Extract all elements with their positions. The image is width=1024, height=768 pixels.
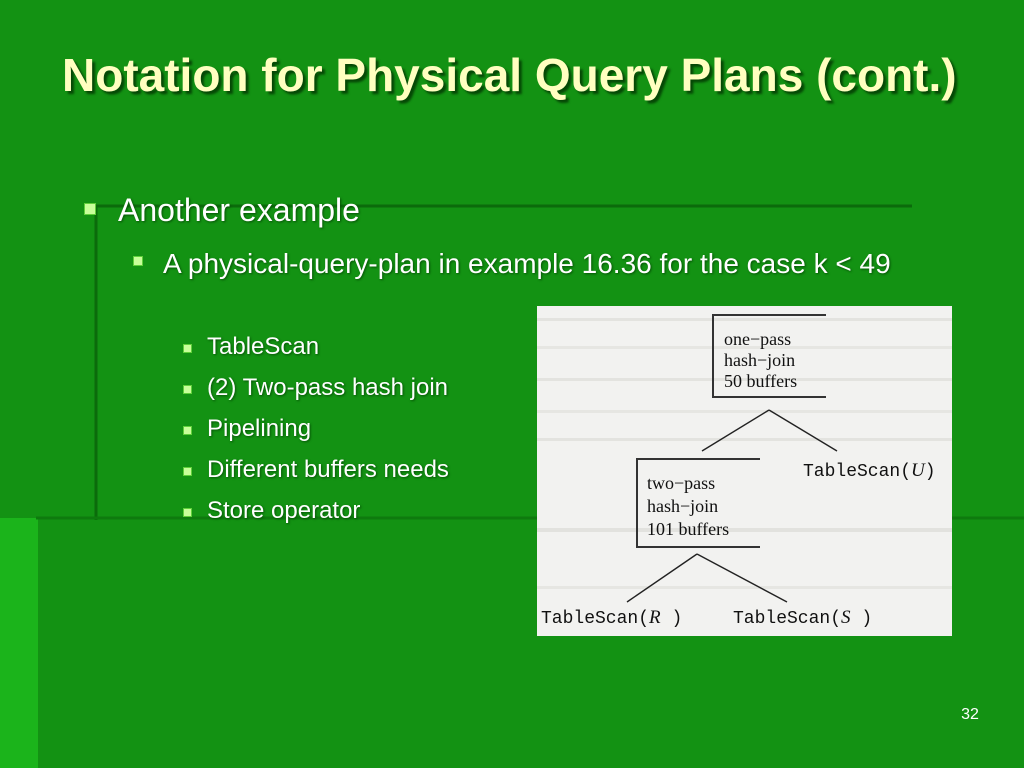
root-line-1: one−pass — [724, 329, 792, 349]
bullet-level1: Another example — [118, 192, 360, 228]
root-line-3: 50 buffers — [724, 371, 798, 391]
tablescan-s: TableScan(S ) — [733, 607, 873, 629]
bullet-square-icon — [183, 467, 192, 476]
bullet-level3-item: (2) Two-pass hash join — [207, 374, 449, 401]
bullet-level3-item: Store operator — [207, 497, 361, 524]
bullet-square-icon — [183, 426, 192, 435]
bullet-level3-item: TableScan — [207, 333, 320, 360]
middle-line-2: hash−join — [647, 496, 719, 516]
bullet-level3-item: Different buffers needs — [207, 456, 449, 483]
bullet-level3-item: Pipelining — [207, 415, 312, 442]
tablescan-u: TableScan(U) — [803, 460, 936, 482]
root-line-2: hash−join — [724, 350, 796, 370]
bullet-square-icon — [183, 508, 192, 517]
query-plan-figure — [537, 306, 952, 636]
bullet-square-icon — [133, 256, 143, 266]
page-number: 32 — [961, 706, 979, 723]
bullet-square-icon — [183, 385, 192, 394]
middle-line-1: two−pass — [647, 473, 716, 493]
middle-line-3: 101 buffers — [647, 519, 730, 539]
bullet-square-icon — [183, 344, 192, 353]
tablescan-r: TableScan(R ) — [541, 607, 683, 629]
slide-title: Notation for Physical Query Plans (cont.) — [62, 49, 957, 101]
bullet-level2: A physical-query-plan in example 16.36 for the case k < 49 — [163, 248, 891, 279]
bullet-square-icon — [84, 203, 96, 215]
